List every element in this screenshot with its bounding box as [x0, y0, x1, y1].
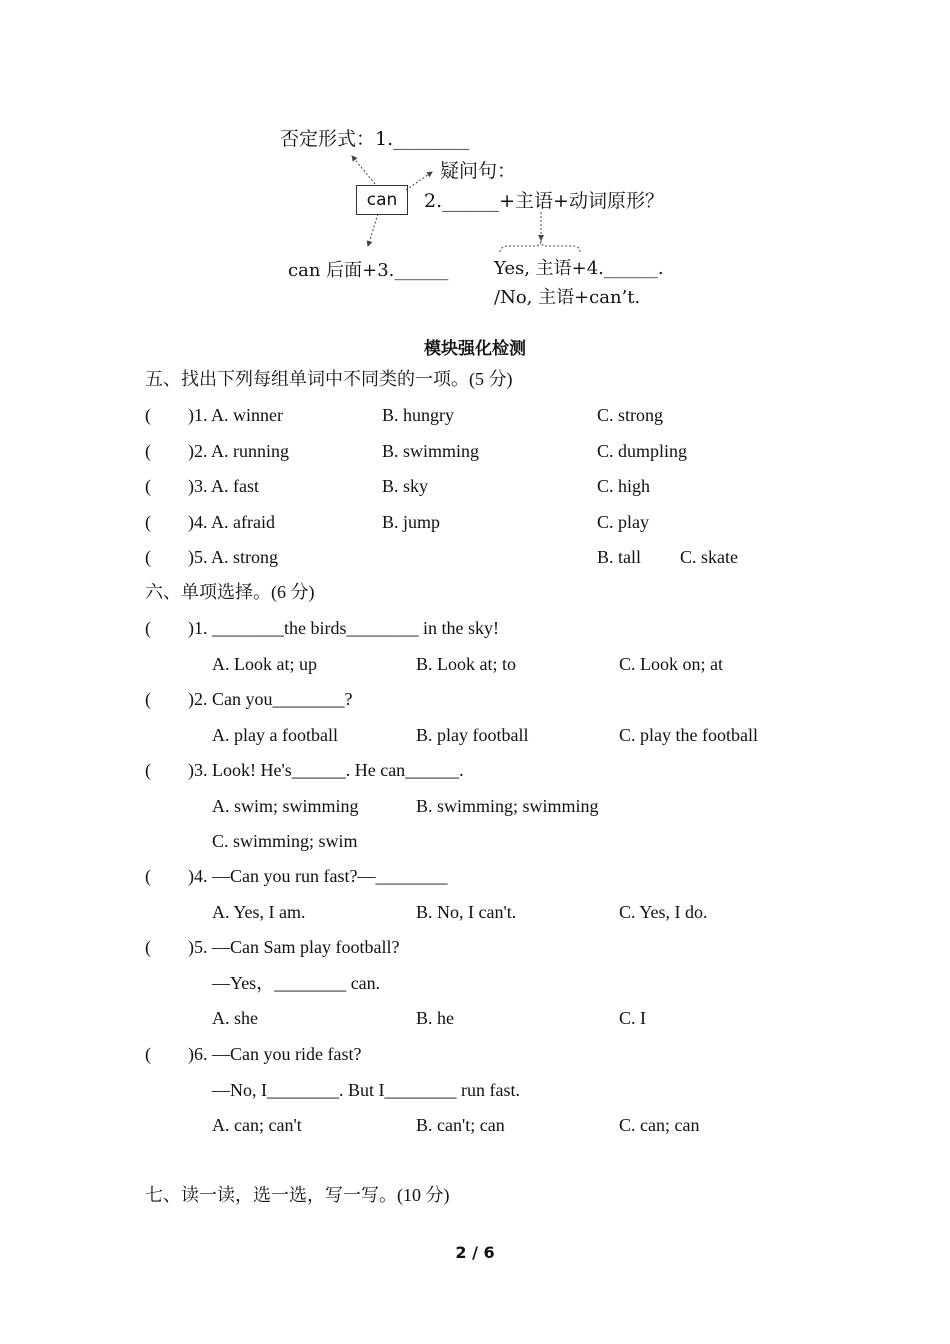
part6-q4-stem: )4. —Can you run fast?—________ [188, 866, 448, 886]
arrow-to-negative [352, 156, 375, 184]
part5-q3-a: )3. A. fast [188, 476, 259, 496]
part5-q1-c: C. strong [597, 405, 664, 425]
part5-q2-a: )2. A. running [188, 441, 289, 461]
part6-q4-b: B. No, I can't. [416, 902, 517, 922]
part6-q6-a: A. can; can't [212, 1115, 302, 1135]
part6-q2-stem: )2. Can you________? [188, 689, 353, 709]
part7-heading: 七、读一读，选一选，写一写。(10 分) [145, 1185, 450, 1205]
answer-paren: ( [145, 476, 151, 496]
arrow-to-after-can [368, 214, 378, 246]
part5-q1-b: B. hungry [382, 405, 454, 425]
part6-q3-stem: )3. Look! He's______. He can______. [188, 760, 464, 780]
answer-paren: ( [145, 618, 151, 638]
part5-heading: 五、找出下列每组单词中不同类的一项。(5 分) [145, 369, 513, 389]
diagram-question-label: 疑问句： [440, 160, 517, 182]
answer-paren: ( [145, 441, 151, 461]
part6-q1-stem: )1. ________the birds________ in the sky! [188, 618, 499, 638]
answer-paren: ( [145, 760, 151, 780]
page-number: 2 / 6 [455, 1243, 495, 1262]
part5-q2-c: C. dumpling [597, 441, 688, 461]
part5-q4-b: B. jump [382, 512, 441, 532]
part6-q6-line2: —No, I________. But I________ run fast. [212, 1080, 520, 1100]
part6-q6-b: B. can't; can [416, 1115, 505, 1135]
part6-q1-a: A. Look at; up [212, 654, 317, 674]
part6-q3-a: A. swim; swimming [212, 796, 359, 816]
part6-q1-c: C. Look on; at [619, 654, 723, 674]
part5-q5-b: B. tall [597, 547, 641, 567]
part5-q2-b: B. swimming [382, 441, 480, 461]
answer-brace [500, 240, 580, 252]
part6-q3-c: C. swimming; swim [212, 831, 358, 851]
part6-q2-c: C. play the football [619, 725, 758, 745]
answer-paren: ( [145, 405, 151, 425]
part5-q4-c: C. play [597, 512, 649, 532]
part6-q4-a: A. Yes, I am. [212, 902, 306, 922]
answer-paren: ( [145, 937, 151, 957]
part6-q3-b: B. swimming; swimming [416, 796, 599, 816]
part6-q5-stem: )5. —Can Sam play football? [188, 937, 400, 957]
part6-q5-b: B. he [416, 1008, 454, 1028]
section-title: 模块强化检测 [424, 339, 526, 359]
part6-q6-c: C. can; can [619, 1115, 700, 1135]
arrow-to-question [406, 172, 432, 190]
diagram-answer-yes: Yes, 主语+4.______. [494, 258, 664, 279]
answer-paren: ( [145, 866, 151, 886]
answer-paren: ( [145, 689, 151, 709]
part6-q2-b: B. play football [416, 725, 529, 745]
diagram-answer-no: /No, 主语+can’t. [494, 287, 641, 308]
answer-paren: ( [145, 1044, 151, 1064]
part6-q1-b: B. Look at; to [416, 654, 516, 674]
part6-q5-line2: —Yes，________ can. [212, 973, 381, 993]
diagram-after-can: can 后面+3.______ [288, 260, 449, 281]
part6-q4-c: C. Yes, I do. [619, 902, 708, 922]
answer-paren: ( [145, 547, 151, 567]
part5-q1-a: )1. A. winner [188, 405, 283, 425]
part6-q2-a: A. play a football [212, 725, 338, 745]
answer-paren: ( [145, 512, 151, 532]
part5-q4-a: )4. A. afraid [188, 512, 275, 532]
part5-q5-c: C. skate [680, 547, 738, 567]
part5-q3-c: C. high [597, 476, 651, 496]
diagram-question-form: 2.______+主语+动词原形？ [424, 190, 664, 212]
part6-heading: 六、单项选择。(6 分) [145, 582, 315, 602]
part5-q3-b: B. sky [382, 476, 429, 496]
diagram-negative: 否定形式：1.________ [280, 128, 470, 150]
diagram-arrows [0, 0, 950, 320]
part6-q5-c: C. I [619, 1008, 646, 1028]
part6-q6-stem: )6. —Can you ride fast? [188, 1044, 362, 1064]
part6-q5-a: A. she [212, 1008, 258, 1028]
diagram-can-box: can [356, 185, 408, 215]
part5-q5-a: )5. A. strong [188, 547, 278, 567]
